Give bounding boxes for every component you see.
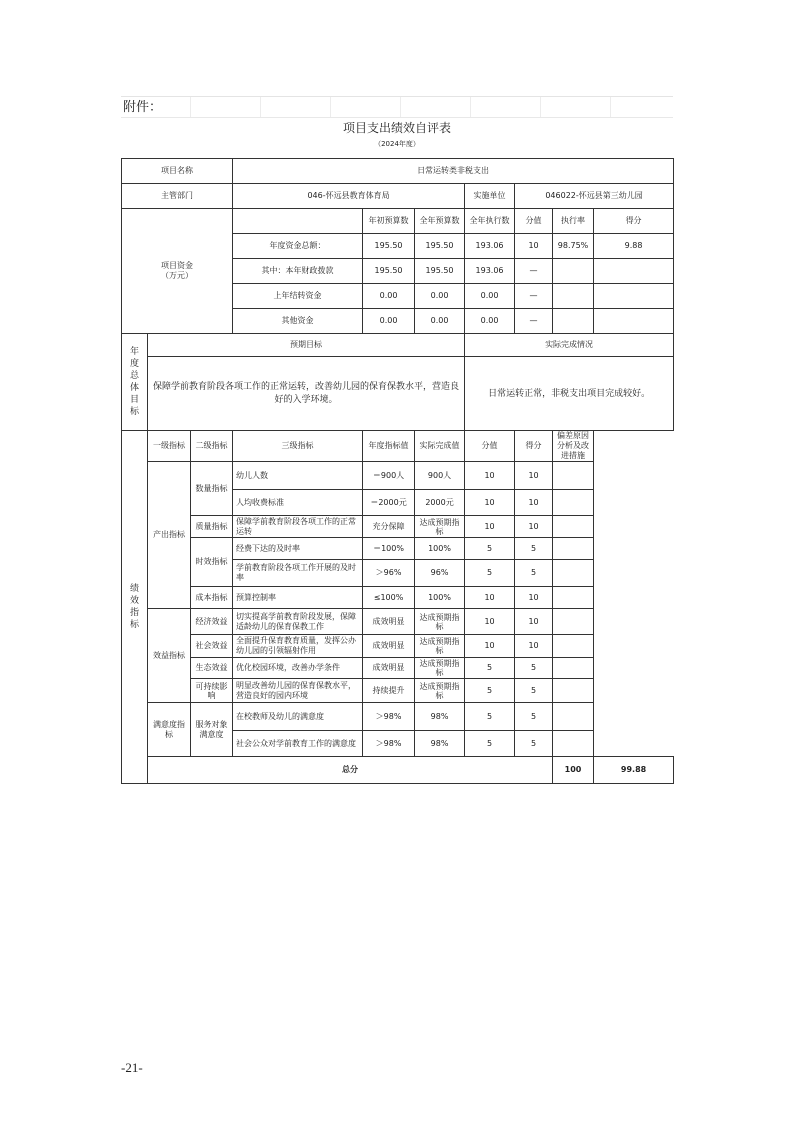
funds-score-value: — (515, 284, 553, 309)
indicator-actual: 达成预期指 标 (415, 635, 465, 658)
indicator-score: 5 (515, 560, 553, 587)
document-year: （2024年度） (374, 140, 420, 148)
indicator-name: 预算控制率 (233, 587, 363, 609)
header-deviation: 偏差原因分析及改进措施 (553, 431, 594, 462)
funds-header-score-value: 分值 (515, 209, 553, 234)
indicator-score: 5 (515, 679, 553, 703)
indicator-score: 5 (515, 731, 553, 757)
indicator-name: 优化校园环境，改善办学条件 (233, 658, 363, 679)
indicator-deviation (553, 635, 594, 658)
total-label: 总分 (148, 757, 553, 784)
total-value: 100 (553, 757, 594, 784)
goals-header-row (122, 334, 674, 357)
indicator-value: 10 (465, 490, 515, 516)
indicator-name: 学前教育阶段各项工作开展的及时率 (233, 560, 363, 587)
indicator-name: 经费下达的及时率 (233, 538, 363, 560)
indicator-target: 成效明显 (363, 635, 415, 658)
expected-goal-header: 预期目标 (148, 334, 465, 357)
indicator-actual: 98% (415, 703, 465, 731)
indicator-actual: 达成预期指 标 (415, 679, 465, 703)
indicator-row (122, 703, 674, 731)
funds-score (594, 309, 674, 334)
indicator-value: 5 (465, 703, 515, 731)
indicator-deviation (553, 703, 594, 731)
header-score: 得分 (515, 431, 553, 462)
project-name-label: 项目名称 (122, 159, 233, 184)
funds-rate (553, 259, 594, 284)
level2-cost: 成本指标 (191, 587, 233, 609)
indicator-value: 5 (465, 679, 515, 703)
indicator-value: 5 (465, 658, 515, 679)
indicator-target: ＝900人 (363, 462, 415, 490)
header-level2: 二级指标 (191, 431, 233, 462)
indicator-target: 持续提升 (363, 679, 415, 703)
indicator-score: 10 (515, 462, 553, 490)
indicator-value: 10 (465, 587, 515, 609)
funds-rate (553, 284, 594, 309)
annual-goals-label: 年 度 总 体 目 标 (122, 334, 148, 431)
indicator-target: ＞96% (363, 560, 415, 587)
indicator-score: 10 (515, 587, 553, 609)
header-level1: 一级指标 (148, 431, 191, 462)
funds-row-label: 其中：本年财政拨款 (233, 259, 363, 284)
funds-header-executed: 全年执行数 (465, 209, 515, 234)
funds-initial: 0.00 (363, 284, 415, 309)
level2-economic: 经济效益 (191, 609, 233, 635)
level2-social: 社会效益 (191, 635, 233, 658)
project-name-value: 日常运转类非税支出 (233, 159, 674, 184)
funds-executed: 0.00 (465, 309, 515, 334)
indicator-target: ≤100% (363, 587, 415, 609)
indicator-deviation (553, 731, 594, 757)
indicator-value: 10 (465, 635, 515, 658)
indicator-value: 10 (465, 462, 515, 490)
header-value: 分值 (465, 431, 515, 462)
self-evaluation-table (121, 158, 674, 784)
total-score: 99.88 (594, 757, 674, 784)
indicator-score: 5 (515, 538, 553, 560)
indicator-row (122, 635, 674, 658)
indicator-actual: 900人 (415, 462, 465, 490)
funds-executed: 0.00 (465, 284, 515, 309)
indicator-actual: 100% (415, 587, 465, 609)
indicator-name: 幼儿人数 (233, 462, 363, 490)
indicator-target: ＞98% (363, 703, 415, 731)
funds-annual: 0.00 (415, 309, 465, 334)
funds-score (594, 259, 674, 284)
funds-header-annual: 全年预算数 (415, 209, 465, 234)
funds-executed: 193.06 (465, 259, 515, 284)
indicator-row (122, 538, 674, 560)
indicator-deviation (553, 679, 594, 703)
indicator-row (122, 462, 674, 490)
funds-header-score: 得分 (594, 209, 674, 234)
level2-timeliness: 时效指标 (191, 538, 233, 587)
department-row (122, 184, 674, 209)
indicator-row (122, 516, 674, 538)
funds-score-value: 10 (515, 234, 553, 259)
indicator-value: 5 (465, 731, 515, 757)
funds-header-empty (233, 209, 363, 234)
indicator-value: 10 (465, 516, 515, 538)
indicator-deviation (553, 462, 594, 490)
indicator-target: ＝100% (363, 538, 415, 560)
indicator-score: 10 (515, 635, 553, 658)
funds-header-initial: 年初预算数 (363, 209, 415, 234)
indicator-target: 成效明显 (363, 658, 415, 679)
funds-annual: 195.50 (415, 259, 465, 284)
indicator-score: 10 (515, 516, 553, 538)
indicator-score: 10 (515, 490, 553, 516)
indicator-score: 10 (515, 609, 553, 635)
funds-header-rate: 执行率 (553, 209, 594, 234)
indicator-actual: 98% (415, 731, 465, 757)
implementing-unit-label: 实施单位 (465, 184, 515, 209)
funds-row-label: 上年结转资金 (233, 284, 363, 309)
header-actual: 实际完成值 (415, 431, 465, 462)
funds-score-value: — (515, 309, 553, 334)
indicator-actual: 达成预期指 标 (415, 658, 465, 679)
indicator-deviation (553, 516, 594, 538)
level2-service: 服务对象 满意度 (191, 703, 233, 757)
header-level3: 三级指标 (233, 431, 363, 462)
indicator-deviation (553, 587, 594, 609)
funds-rate: 98.75% (553, 234, 594, 259)
indicator-value: 5 (465, 560, 515, 587)
funds-row-label: 其他资金 (233, 309, 363, 334)
indicator-target: 成效明显 (363, 609, 415, 635)
department-value: 046-怀远县教育体育局 (233, 184, 465, 209)
level2-sustainable: 可持续影 响 (191, 679, 233, 703)
funds-row-label: 年度资金总额： (233, 234, 363, 259)
department-label: 主管部门 (122, 184, 233, 209)
indicator-name: 全面提升保育教育质量，发挥公办幼儿园的引领辐射作用 (233, 635, 363, 658)
goals-content-row (122, 357, 674, 431)
funds-header-row (122, 209, 674, 234)
actual-completion-text: 日常运转正常，非税支出项目完成较好。 (465, 357, 674, 431)
indicator-name: 明显改善幼儿园的保育保教水平，营造良好的园内环境 (233, 679, 363, 703)
indicator-row (122, 658, 674, 679)
indicator-name: 保障学前教育阶段各项工作的正常运转 (233, 516, 363, 538)
indicator-row (122, 609, 674, 635)
project-name-row (122, 159, 674, 184)
indicator-actual: 2000元 (415, 490, 465, 516)
performance-label: 绩 效 指 标 (122, 431, 148, 784)
indicator-row (122, 587, 674, 609)
funds-score-value: — (515, 259, 553, 284)
indicator-actual: 96% (415, 560, 465, 587)
funds-label: 项目资金 （万元） (122, 209, 233, 334)
funds-rate (553, 309, 594, 334)
funds-score (594, 284, 674, 309)
funds-initial: 195.50 (363, 259, 415, 284)
funds-annual: 0.00 (415, 284, 465, 309)
header-target: 年度指标值 (363, 431, 415, 462)
implementing-unit-value: 046022-怀远县第三幼儿园 (515, 184, 674, 209)
indicator-deviation (553, 609, 594, 635)
level1-benefit: 效益指标 (148, 609, 191, 703)
funds-initial: 195.50 (363, 234, 415, 259)
total-row (122, 757, 674, 784)
page-number: -21- (121, 1060, 143, 1075)
performance-header-row (122, 431, 674, 462)
level2-ecological: 生态效益 (191, 658, 233, 679)
document-title: 项目支出绩效自评表 (342, 121, 451, 135)
indicator-actual: 达成预期指 标 (415, 516, 465, 538)
indicator-name: 人均收费标准 (233, 490, 363, 516)
indicator-name: 在校教师及幼儿的满意度 (233, 703, 363, 731)
funds-score: 9.88 (594, 234, 674, 259)
indicator-score: 5 (515, 703, 553, 731)
indicator-deviation (553, 490, 594, 516)
indicator-deviation (553, 538, 594, 560)
level1-output: 产出指标 (148, 462, 191, 609)
indicator-target: 充分保障 (363, 516, 415, 538)
indicator-actual: 100% (415, 538, 465, 560)
level2-quantity: 数量指标 (191, 462, 233, 516)
indicator-row (122, 679, 674, 703)
indicator-deviation (553, 560, 594, 587)
attachment-label: 附件： (121, 96, 673, 118)
indicator-value: 5 (465, 538, 515, 560)
indicator-target: ＞98% (363, 731, 415, 757)
funds-executed: 193.06 (465, 234, 515, 259)
funds-initial: 0.00 (363, 309, 415, 334)
indicator-target: ＝2000元 (363, 490, 415, 516)
level2-quality: 质量指标 (191, 516, 233, 538)
expected-goal-text: 保障学前教育阶段各项工作的正常运转，改善幼儿园的保育保教水平，营造良好的入学环境。 (148, 357, 465, 431)
funds-annual: 195.50 (415, 234, 465, 259)
indicator-deviation (553, 658, 594, 679)
indicator-value: 10 (465, 609, 515, 635)
indicator-score: 5 (515, 658, 553, 679)
indicator-name: 社会公众对学前教育工作的满意度 (233, 731, 363, 757)
actual-completion-header: 实际完成情况 (465, 334, 674, 357)
level1-satisfaction: 满意度指 标 (148, 703, 191, 757)
indicator-name: 切实提高学前教育阶段发展，保障适龄幼儿的保育保教工作 (233, 609, 363, 635)
indicator-actual: 达成预期指 标 (415, 609, 465, 635)
